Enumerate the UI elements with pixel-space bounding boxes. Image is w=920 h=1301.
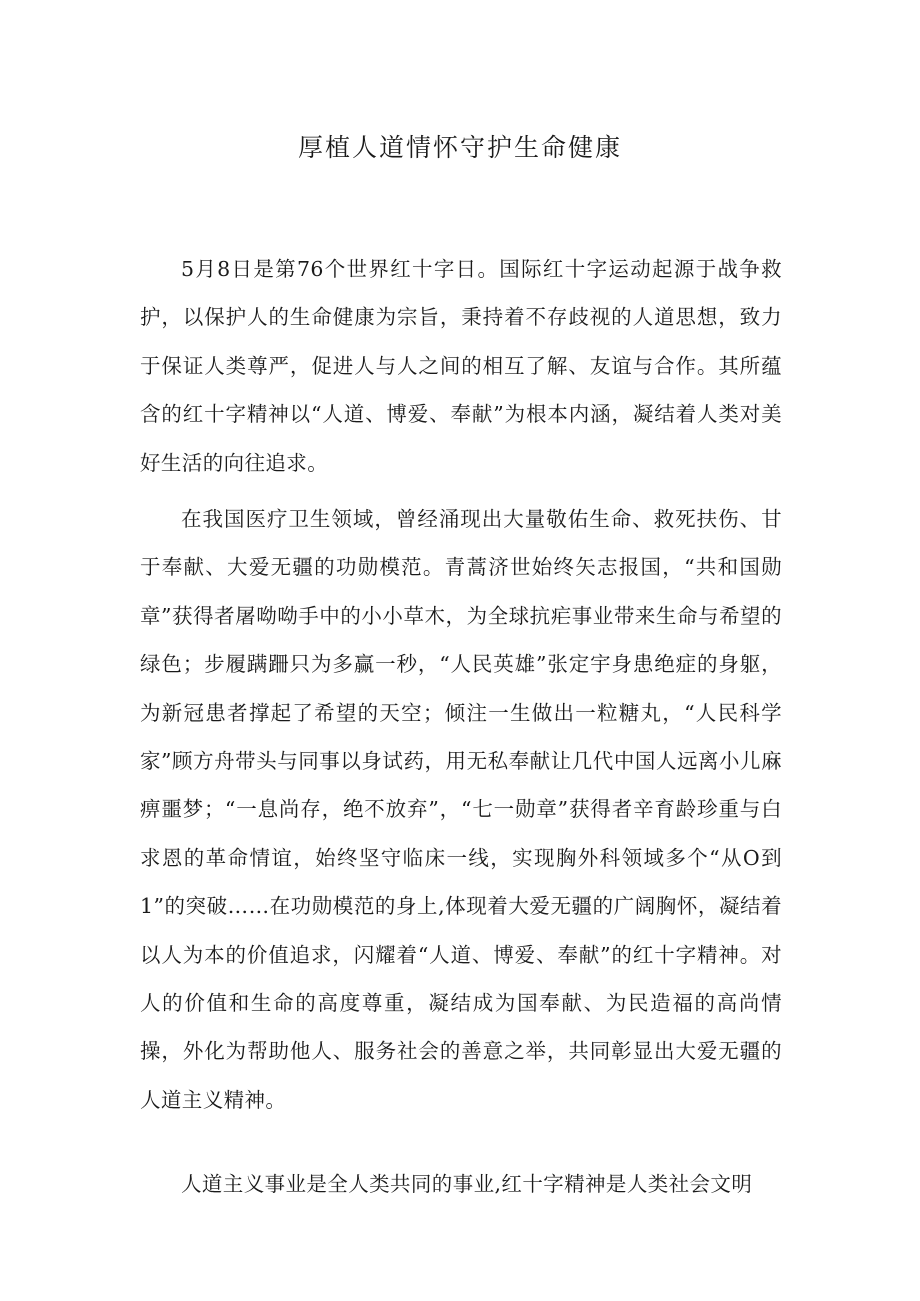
paragraph-1: 5月8日是第76个世界红十字日。国际红十字运动起源于战争救护，以保护人的生命健康为宗旨，秉持着不存歧视的人道思想，致力于保证人类尊严，促进人与人之间的相互了解、友谊与合作。其所蕴含的红十字精神以“人道、博爱、奉献”为根本内涵，凝结着人类对美好生活的向往追求。 [140,257,782,475]
paragraph-3: 人道主义事业是全人类共同的事业,红十字精神是人类社会文明 [181,1172,753,1196]
document-title: 厚植人道情怀守护生命健康 [297,133,622,162]
paragraph-2: 在我国医疗卫生领域，曾经涌现出大量敬佑生命、救死扶伤、甘于奉献、大爱无疆的功勋模范。青蒿济世始终矢志报国，“共和国勋章”获得者屠呦呦手中的小小草木，为全球抗疟事业带来生命与希望的绿色；步履蹒跚只为多赢一秒，“人民英雄”张定宇身患绝症的身躯，为新冠患者撑起了希望的天空；倾注一生做出一粒糖丸，“人民科学家”顾方舟带头与同事以身试药，用无私奉献让几代中国人远离小儿麻痹噩梦；“一息尚存，绝不放弃”，“七一勋章”获得者辛育龄珍重与白求恩的革命情谊，始终坚守临床一线，实现胸外科领域多个“从O到1”的突破……在功勋模范的身上,体现着大爱无疆的广阔胸怀，凝结着以人为本的价值追求，闪耀着“人道、博爱、奉献”的红十字精神。对人的价值和生命的高度尊重，凝结成为国奉献、为民造福的高尚情操，外化为帮助他人、服务社会的善意之举，共同彰显出大爱无疆的人道主义精神。 [140,507,782,1112]
